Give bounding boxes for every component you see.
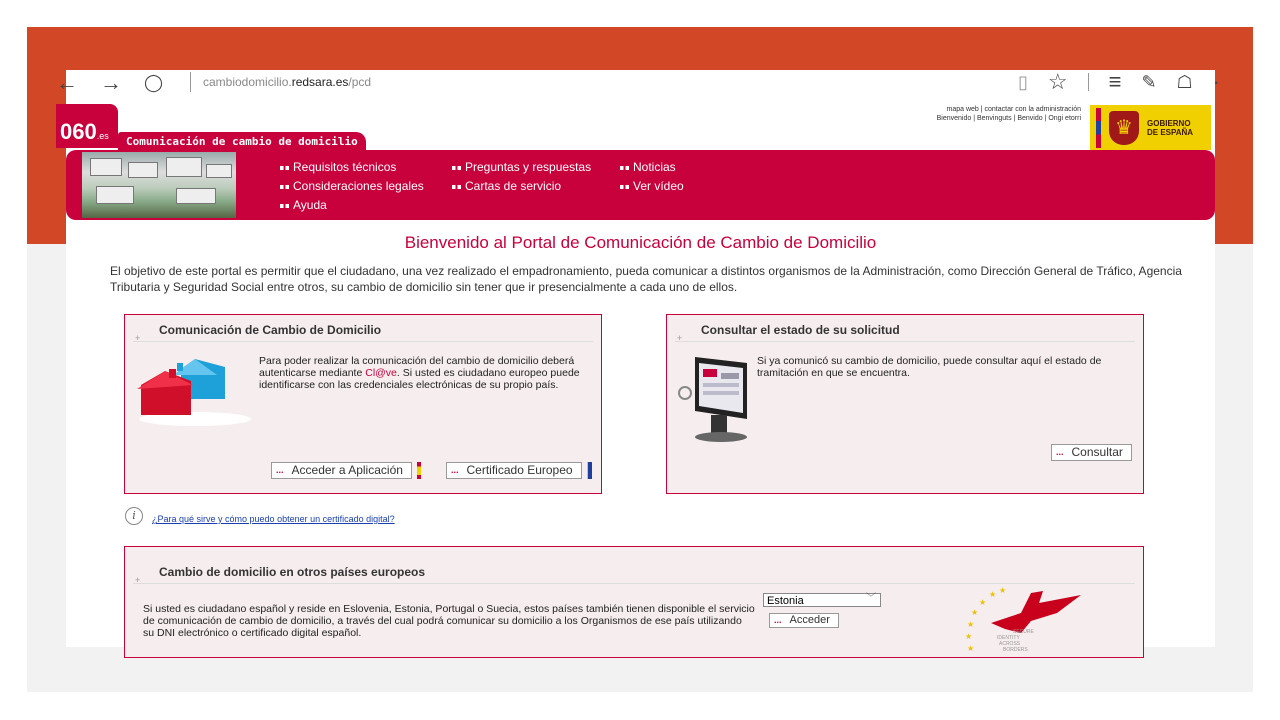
chevron-down-icon: ﹀ <box>866 593 876 604</box>
certificado-help-link[interactable]: ¿Para qué sirve y cómo puedo obtener un certificado digital? <box>152 514 395 524</box>
svg-text:★: ★ <box>967 644 975 653</box>
reading-view-icon[interactable]: ▯ <box>1017 72 1028 92</box>
url-domain: redsara.es <box>291 75 349 89</box>
browser-nav <box>56 70 164 95</box>
europa-acceder-button[interactable] <box>769 613 839 628</box>
header-photo <box>82 152 236 218</box>
eu-flag-strip <box>1096 108 1101 148</box>
houses-illustration <box>133 355 257 427</box>
stork-text-1: SECURE <box>1013 629 1034 635</box>
menu-noticias[interactable]: Noticias <box>620 158 684 177</box>
gobierno-text <box>1147 119 1193 137</box>
forward-arrow-icon[interactable]: → <box>100 70 122 95</box>
acceder-aplicacion-button[interactable] <box>271 462 412 479</box>
intro-text: El objetivo de este portal es permitir que el ciudadano, una vez realizado el empadronamiento, pueda comunicar a distintos organismos de la Administración, como Dirección General de Tráfico, Agencia Tributaria y Seguridad Social entre otros, su cambio de domicilio sin tener que ir presencialmente a cada uno de ellos. <box>110 264 1182 294</box>
top-links <box>937 105 1081 123</box>
hub-icon[interactable]: ≡ <box>1108 69 1122 94</box>
stork-logo <box>961 583 1091 657</box>
stork-text-2: IDENTITY <box>997 635 1020 641</box>
stork-text-4: BORDERS <box>1003 647 1028 653</box>
menu-requisitos[interactable]: Requisitos técnicos <box>280 158 424 177</box>
eu-flag-icon <box>587 462 592 479</box>
top-links-languages[interactable]: Bienvenido | Benvinguts | Benvido | Ongi etorri <box>936 115 1081 122</box>
menu-column-3 <box>620 158 684 196</box>
favorite-star-icon[interactable]: ☆ <box>1047 69 1068 94</box>
menu-video[interactable]: Ver vídeo <box>620 177 684 196</box>
back-arrow-icon[interactable]: ← <box>56 70 78 95</box>
menu-column-1 <box>280 158 424 215</box>
comunicacion-text-before: Para poder realizar la comunicación del cambio de domicilio deberá autenticarse mediante <box>259 355 575 379</box>
share-icon[interactable]: ☖ <box>1176 72 1193 92</box>
menu-consideraciones[interactable]: Consideraciones legales <box>280 177 424 196</box>
gobierno-logo[interactable] <box>1090 105 1211 150</box>
consultar-label: Consultar <box>1071 445 1123 459</box>
button-dots: ... <box>276 465 284 475</box>
kiosk-terminal-illustration <box>675 353 751 445</box>
browser-window <box>56 69 1220 653</box>
consultar-heading: + Consultar el estado de su solicitud <box>675 323 1135 342</box>
browser-actions <box>1018 70 1220 94</box>
url-path: /pcd <box>348 75 372 89</box>
svg-text:★: ★ <box>965 632 973 641</box>
site-title-tab: Comunicación de cambio de domicilio <box>118 132 366 151</box>
svg-text:★: ★ <box>989 590 997 599</box>
svg-text:★: ★ <box>979 598 987 607</box>
top-links-utility[interactable]: mapa web | contactar con la administración <box>946 106 1081 113</box>
certificado-europeo-button[interactable] <box>446 462 582 479</box>
europa-box <box>124 546 1144 658</box>
refresh-icon[interactable]: ◯ <box>144 73 164 92</box>
consultar-text: Si ya comunicó su cambio de domicilio, puede consultar aquí el estado de tramitación en que se encuentra. <box>757 355 1102 379</box>
spain-flag-icon <box>417 462 421 479</box>
comunicacion-box <box>124 314 602 494</box>
certificado-europeo-label: Certificado Europeo <box>466 463 573 477</box>
info-icon: i <box>125 507 143 525</box>
comunicacion-text <box>259 355 597 391</box>
europa-acceder-label: Acceder <box>789 614 830 626</box>
comunicacion-heading: + Comunicación de Cambio de Domicilio <box>133 323 593 342</box>
main-menu <box>66 150 1215 220</box>
country-select-value: Estonia <box>767 595 804 607</box>
consultar-button[interactable] <box>1051 444 1132 461</box>
coat-of-arms-icon: ♛ <box>1109 111 1139 145</box>
country-select[interactable] <box>763 593 881 607</box>
stork-text-3: ACROSS <box>999 641 1021 647</box>
comunicacion-text-after: . Si usted es ciudadano europeo puede identificarse con las credenciales electrónicas de su propio país. <box>259 367 580 391</box>
url-prefix: cambiodomicilio. <box>203 75 292 89</box>
address-bar[interactable] <box>190 72 371 92</box>
menu-ayuda[interactable]: Ayuda <box>280 196 424 215</box>
more-icon[interactable]: · <box>1212 69 1220 94</box>
web-note-icon[interactable]: ✎ <box>1141 72 1157 92</box>
page-title: Bienvenido al Portal de Comunicación de Cambio de Domicilio <box>404 233 877 252</box>
gobierno-line2: DE ESPAÑA <box>1147 127 1194 137</box>
button-dots: ... <box>774 615 782 625</box>
button-dots: ... <box>451 465 459 475</box>
consultar-box <box>666 314 1144 494</box>
button-dots: ... <box>1056 447 1064 457</box>
menu-preguntas[interactable]: Preguntas y respuestas <box>452 158 591 177</box>
toolbar-divider <box>1088 73 1089 91</box>
svg-text:★: ★ <box>967 620 975 629</box>
svg-text:★: ★ <box>999 586 1007 595</box>
clave-link[interactable]: Cl@ve <box>365 367 397 379</box>
menu-cartas[interactable]: Cartas de servicio <box>452 177 591 196</box>
logo-suffix: .es <box>96 131 109 141</box>
logo-060[interactable] <box>56 104 118 148</box>
logo-text: 060 <box>60 119 97 144</box>
svg-text:★: ★ <box>971 608 979 617</box>
menu-column-2 <box>452 158 591 196</box>
europa-heading: + Cambio de domicilio en otros países europeos <box>133 565 1135 584</box>
europa-text: Si usted es ciudadano español y reside en Eslovenia, Estonia, Portugal o Suecia, estos países también tienen disponible el servicio de comunicación de cambio de domicilio, a través del cual podrá comunicar su domicilio a los Organismos de ese país utilizando su DNI electrónico o certificado digital español. <box>143 603 755 639</box>
gobierno-line1: GOBIERNO <box>1147 118 1191 128</box>
acceder-aplicacion-label: Acceder a Aplicación <box>291 463 403 477</box>
